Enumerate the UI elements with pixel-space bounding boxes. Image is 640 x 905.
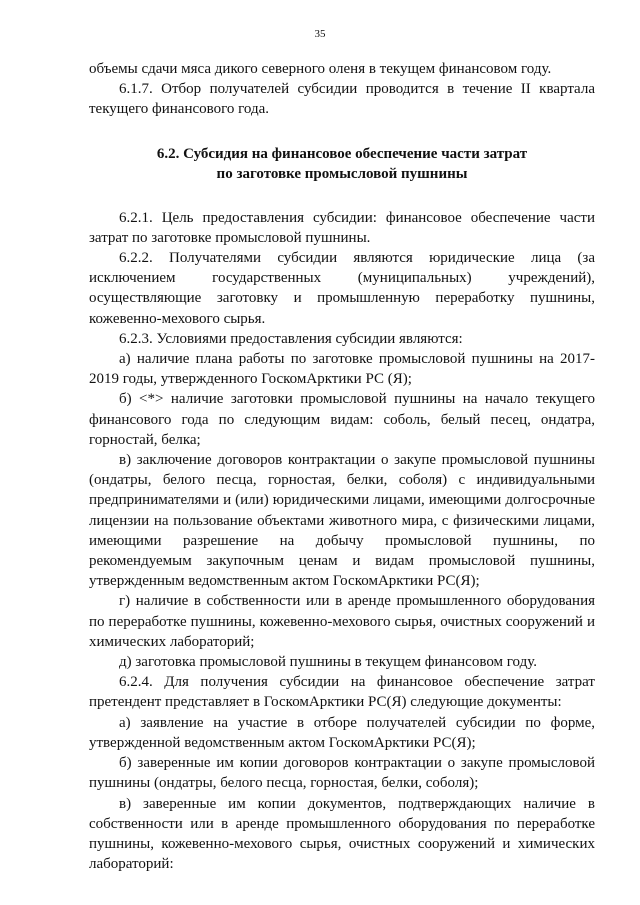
section-heading-line-1: 6.2. Субсидия на финансовое обеспечение части затрат — [156, 145, 528, 162]
page-number: 35 — [314, 28, 326, 40]
paragraph-6-2-2: 6.2.2. Получателями субсидии являются юридические лица (за исключением государственных (муниципальных) учреждений), осуществляющие заготовку и промышленную переработку пушнины, кожевенно-мехового сырья. — [89, 250, 595, 327]
section-heading — [89, 144, 595, 184]
paragraph-6-2-4: 6.2.4. Для получения субсидии на финансовое обеспечение затрат претендент представляет в ГоскомАрктики РС(Я) следующие документы: — [89, 674, 595, 711]
list-item-6-2-3-a: а) наличие плана работы по заготовке промысловой пушнины на 2017-2019 годы, утвержденного ГоскомАрктики РС (Я); — [89, 351, 595, 388]
list-item-6-2-3-v: в) заключение договоров контрактации о закупе промысловой пушнины (ондатры, белого песца, горностая, белки, соболя) с индивидуальными предпринимателями и (или) юридическими лицами, имеющими долгосрочные лицензии на пользование объектами животного мира, с физическими лицами, имеющими разрешение на добычу промысловой пушнины, по рекомендуемым закупочным ценам и видам промысловой пушнины, утвержденным ведомственным актом ГоскомАрктики РС(Я); — [89, 452, 595, 590]
paragraph-6-2-1: 6.2.1. Цель предоставления субсидии: финансовое обеспечение части затрат по заготовке промысловой пушнины. — [89, 209, 595, 246]
paragraph-6-2-3: 6.2.3. Условиями предоставления субсидии являются: — [119, 330, 463, 347]
list-item-6-2-4-b: б) заверенные им копии договоров контрактации о закупе промысловой пушнины (ондатры, белого песца, горностая, белки, соболя); — [89, 755, 595, 792]
list-item-6-2-3-d: д) заготовка промысловой пушнины в текущем финансовом году. — [119, 654, 538, 671]
list-item-6-2-3-b: б) <*> наличие заготовки промысловой пушнины на начало текущего финансового года по следующим видам: соболь, белый песец, ондатра, горностай, белка; — [89, 391, 595, 448]
paragraph-6-1-7: 6.1.7. Отбор получателей субсидии проводится в течение II квартала текущего финансового года. — [89, 81, 595, 118]
list-item-6-2-3-g: г) наличие в собственности или в аренде промышленного оборудования по переработке пушнины, кожевенно-мехового сырья, очистных сооружений и химических лабораторий; — [89, 593, 595, 650]
list-item-6-2-4-a: а) заявление на участие в отборе получателей субсидии по форме, утвержденной ведомственным актом ГоскомАрктики РС(Я); — [89, 714, 595, 751]
paragraph-continuation: объемы сдачи мяса дикого северного оленя в текущем финансовом году. — [89, 61, 552, 77]
list-item-6-2-4-v: в) заверенные им копии документов, подтверждающих наличие в собственности или в аренде промышленного оборудования по переработке пушнины, кожевенно-мехового сырья, очистных сооружений и химических лабораторий: — [89, 795, 595, 873]
section-heading-line-2: по заготовке промысловой пушнины — [216, 165, 468, 182]
document-body — [89, 59, 595, 874]
